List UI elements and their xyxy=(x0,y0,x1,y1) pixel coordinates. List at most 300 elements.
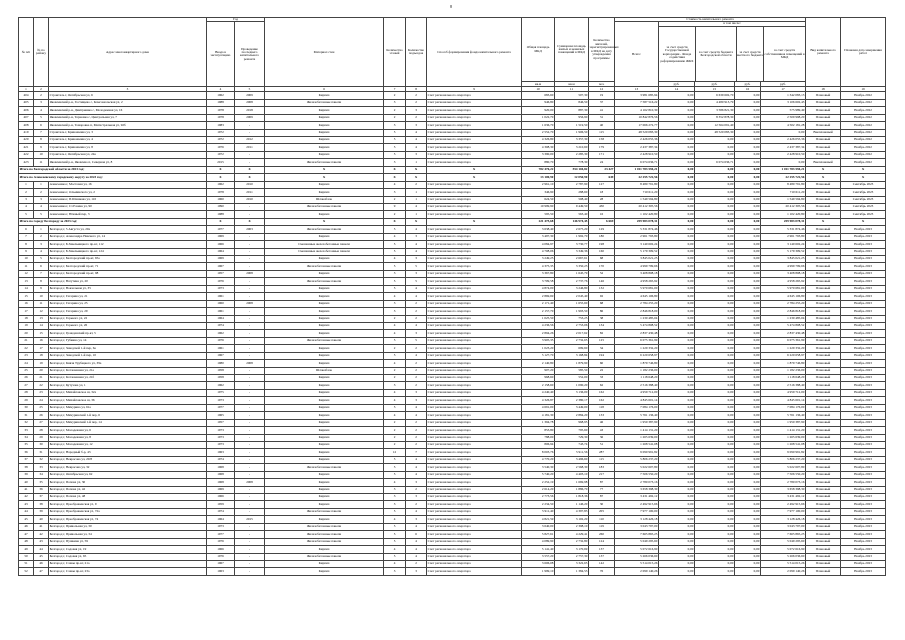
table-cell: 2 509 998,20 xyxy=(761,114,806,121)
table-cell: Ноябрь 2023 xyxy=(841,419,886,426)
table-cell: 0,00 xyxy=(659,211,695,218)
table-cell: Шлакоблок xyxy=(265,367,384,374)
subtotal-cell: 0,00 xyxy=(735,218,761,225)
table-row xyxy=(19,137,886,144)
table-cell: 1967 xyxy=(207,263,235,270)
table-cell: 2 961,10 xyxy=(522,181,555,188)
table-cell: 4 999 799,66 xyxy=(761,263,806,270)
table-cell: 420 xyxy=(19,137,34,144)
table-cell: 0,00 xyxy=(695,434,735,441)
table-cell: Счет регионального оператора xyxy=(427,337,522,344)
table-cell: 2 xyxy=(384,375,406,382)
table-cell: Кирпич xyxy=(265,389,384,396)
table-cell: 3 xyxy=(406,151,427,158)
table-cell: 0,00 xyxy=(695,181,735,188)
table-cell: - xyxy=(235,322,265,329)
table-cell: 0,00 xyxy=(735,203,761,210)
table-cell: 4 xyxy=(406,285,427,292)
table-cell: - xyxy=(235,263,265,270)
table-cell: 2015 xyxy=(235,516,265,523)
table-cell: 19 xyxy=(34,360,49,367)
table-cell: Кирпич xyxy=(265,189,384,196)
table-cell: 2 xyxy=(384,441,406,448)
table-cell: 51 xyxy=(589,441,615,448)
table-cell: 4 xyxy=(34,203,49,210)
table-cell: 1 268 541,08 xyxy=(615,441,659,448)
table-cell: Счет регионального оператора xyxy=(427,181,522,188)
table-cell: 2 xyxy=(406,114,427,121)
table-cell: 1961 xyxy=(207,308,235,315)
table-cell: Кирпич xyxy=(265,449,384,456)
table-cell: 125 xyxy=(589,337,615,344)
table-cell: 0,00 xyxy=(695,412,735,419)
subtotal-cell: 0,00 xyxy=(695,166,735,173)
table-cell: 0,00 xyxy=(659,479,695,486)
column-number: 14 xyxy=(659,87,695,92)
table-cell: 5 072 616,90 xyxy=(761,546,806,553)
table-cell: 0,00 xyxy=(659,322,695,329)
table-cell: 2 428 910,50 xyxy=(615,151,659,158)
table-cell: Ноябрь 2022 xyxy=(841,137,886,144)
table-cell: 2 675,20 xyxy=(555,226,589,233)
table-cell: 0,00 xyxy=(735,233,761,240)
table-row xyxy=(19,203,886,210)
table-cell: 12 564 091,40 xyxy=(695,122,735,129)
column-number: 10 xyxy=(522,87,555,92)
table-cell: Плановый xyxy=(806,107,841,114)
table-cell: 1973 xyxy=(207,434,235,441)
table-cell: 7 xyxy=(34,270,49,277)
table-cell: 563,40 xyxy=(555,211,589,218)
table-cell: 5 331 874,46 xyxy=(615,226,659,233)
table-cell: 2 894,26 xyxy=(522,330,555,337)
table-cell: - xyxy=(235,256,265,263)
table-cell: 2 426 055,36 xyxy=(761,137,806,144)
table-cell: Плановый xyxy=(806,99,841,106)
table-cell: 6 074 636,71 xyxy=(615,159,659,166)
table-cell: Счет регионального оператора xyxy=(427,211,522,218)
table-cell: Плановый xyxy=(806,300,841,307)
subtotal-cell: X xyxy=(384,174,406,181)
table-cell: 2009 xyxy=(235,114,265,121)
table-cell: 0,00 xyxy=(659,99,695,106)
subtotal-cell: 1 011 783 594,21 xyxy=(615,166,659,173)
table-cell: 26 xyxy=(34,412,49,419)
table-cell: 2 xyxy=(406,99,427,106)
table-cell: Счет регионального оператора xyxy=(427,107,522,114)
table-cell: 7 xyxy=(19,233,34,240)
table-cell: 4 xyxy=(406,248,427,255)
table-cell: Счет регионального оператора xyxy=(427,508,522,515)
table-cell: Яковлевский р-н, Гостищево с, Комсомольская ул, 2 xyxy=(49,99,207,106)
table-cell: Белгород г, Горького ул, 22 xyxy=(49,315,207,322)
table-cell: 4 xyxy=(384,412,406,419)
table-cell: 18 xyxy=(34,352,49,359)
table-cell: 1968 xyxy=(207,471,235,478)
table-cell: 16 xyxy=(19,300,34,307)
table-cell: Плановый xyxy=(806,137,841,144)
table-cell: 5 xyxy=(384,523,406,530)
table-cell: 1 102 420,80 xyxy=(615,211,659,218)
table-cell: 118 xyxy=(589,404,615,411)
table-row xyxy=(19,553,886,560)
table-cell: 2 017,62 xyxy=(555,330,589,337)
table-cell: 2018 xyxy=(235,107,265,114)
table-cell: 3 540,30 xyxy=(522,464,555,471)
table-row xyxy=(19,308,886,315)
table-cell: Счет регионального оператора xyxy=(427,330,522,337)
table-cell: Белгород г, Молодежная ул, 6 xyxy=(49,427,207,434)
table-cell: 0,00 xyxy=(695,308,735,315)
table-cell: 2 753,06 xyxy=(555,322,589,329)
table-cell: 4 xyxy=(19,203,34,210)
table-cell: 16 xyxy=(589,211,615,218)
table-cell: 2 516 388,40 xyxy=(615,382,659,389)
table-cell: Ноябрь 2023 xyxy=(841,412,886,419)
table-cell: Кирпич xyxy=(265,397,384,404)
table-cell: 2 773,56 xyxy=(522,494,555,501)
table-cell: 2 xyxy=(384,107,406,114)
table-cell: 4 xyxy=(406,404,427,411)
table-cell: 0,00 xyxy=(695,270,735,277)
header-year-repair: Проведение последнего капитального ремонта xyxy=(235,22,265,87)
subtotal-row xyxy=(19,218,886,225)
table-cell: Кирпич xyxy=(265,456,384,463)
table-cell: Счет регионального оператора xyxy=(427,494,522,501)
table-cell: Плановый xyxy=(806,494,841,501)
table-cell: Белгород г, Гагарина ул, 21 xyxy=(49,293,207,300)
table-cell: 43 xyxy=(589,427,615,434)
table-cell: 0,00 xyxy=(735,367,761,374)
table-cell: Счет регионального оператора xyxy=(427,531,522,538)
table-cell: Ноябрь 2022 xyxy=(841,99,886,106)
table-cell: Плановый xyxy=(806,330,841,337)
table-cell: 4 770,20 xyxy=(522,456,555,463)
table-cell: Счет регионального оператора xyxy=(427,241,522,248)
table-cell: 36 xyxy=(589,434,615,441)
table-cell: 2 784 255,20 xyxy=(615,300,659,307)
table-cell: Счет регионального оператора xyxy=(427,434,522,441)
table-cell: Ноябрь 2023 xyxy=(841,382,886,389)
table-cell: 3 xyxy=(406,122,427,129)
table-cell: 0,00 xyxy=(659,412,695,419)
table-cell: Ноябрь 2023 xyxy=(841,397,886,404)
column-number: 12 xyxy=(589,87,615,92)
table-cell: 0,00 xyxy=(659,137,695,144)
table-cell: 5 141,40 xyxy=(522,546,555,553)
table-cell: 2 xyxy=(34,92,49,99)
table-cell: Ноябрь 2023 xyxy=(841,404,886,411)
table-cell: 5 xyxy=(384,248,406,255)
table-cell: 3 xyxy=(384,300,406,307)
table-cell: 1963 xyxy=(207,568,235,575)
table-cell: 0,00 xyxy=(735,456,761,463)
table-cell: 3 xyxy=(406,256,427,263)
table-cell: 0,00 xyxy=(695,278,735,285)
table-cell: 0,00 xyxy=(735,211,761,218)
table-cell: 2 140,80 xyxy=(522,360,555,367)
table-row xyxy=(19,501,886,508)
table-cell: Счет регионального оператора xyxy=(427,270,522,277)
table-cell: 5 179 309,52 xyxy=(761,248,806,255)
table-cell: 132 xyxy=(589,285,615,292)
table-cell: 4 xyxy=(34,107,49,114)
table-cell: 3 408 808,18 xyxy=(761,270,806,277)
subtotal-cell: 221 475,68 xyxy=(522,218,555,225)
table-cell: 21 xyxy=(19,337,34,344)
table-cell: Белгород г, Октябрьская ул, 62 xyxy=(49,471,207,478)
table-row xyxy=(19,345,886,352)
table-cell: 1977 xyxy=(207,404,235,411)
table-cell: Счет регионального оператора xyxy=(427,516,522,523)
table-cell: 6 xyxy=(19,226,34,233)
table-cell: 13 xyxy=(34,315,49,322)
subtotal-label: Итого по городу Белгороду за 2023 год: xyxy=(19,218,207,225)
table-cell: 1978 xyxy=(207,107,235,114)
table-cell: 1 xyxy=(406,159,427,166)
table-cell: 0,00 xyxy=(735,404,761,411)
table-cell: 205 xyxy=(589,508,615,515)
table-cell: 0,00 xyxy=(735,114,761,121)
table-cell: 4 xyxy=(34,248,49,255)
header-fund-owners: за счет средств собственников помещений в МКД xyxy=(764,48,805,60)
table-row xyxy=(19,211,886,218)
table-cell: 624,50 xyxy=(522,196,555,203)
table-cell: Плановый xyxy=(806,248,841,255)
table-cell: 3 210,60 xyxy=(555,144,589,151)
table-cell: 87 xyxy=(589,494,615,501)
table-cell: 4 xyxy=(406,471,427,478)
table-cell: 1980 xyxy=(207,360,235,367)
table-cell: 21 xyxy=(34,375,49,382)
table-cell: 42 xyxy=(19,494,34,501)
subtotal-cell: 554 104,82 xyxy=(555,166,589,173)
table-cell: 0,00 xyxy=(695,464,735,471)
table-cell: Ноябрь 2023 xyxy=(841,248,886,255)
table-cell: 1966 xyxy=(207,241,235,248)
table-cell: Ноябрь 2023 xyxy=(841,538,886,545)
table-row xyxy=(19,382,886,389)
table-cell: 3 246,80 xyxy=(555,285,589,292)
table-cell: 4 xyxy=(406,464,427,471)
table-cell: 35 xyxy=(19,441,34,448)
table-cell: - xyxy=(235,241,265,248)
table-cell: 1 xyxy=(406,196,427,203)
table-cell: 48 xyxy=(19,538,34,545)
table-cell: 0,00 xyxy=(735,471,761,478)
table-cell: - xyxy=(235,382,265,389)
table-cell: 5 049 295,60 xyxy=(615,538,659,545)
column-number: 4 xyxy=(207,87,235,92)
table-cell: 1968 xyxy=(207,479,235,486)
table-row xyxy=(19,479,886,486)
table-cell: 4 xyxy=(406,553,427,560)
table-cell: Железобетонные панели xyxy=(265,531,384,538)
table-cell: Кирпич xyxy=(265,412,384,419)
table-cell: Счет регионального оператора xyxy=(427,233,522,240)
table-cell: 699,60 xyxy=(555,345,589,352)
table-cell: Белгород г, Кутузова ул, 1 xyxy=(49,382,207,389)
table-cell: Строитель г, Октябрьская ул, 24а xyxy=(49,151,207,158)
table-cell: 23 xyxy=(19,352,34,359)
table-cell: 1964 xyxy=(207,516,235,523)
table-cell: 4 xyxy=(384,360,406,367)
table-cell: Плановый xyxy=(806,308,841,315)
table-cell: 3 845 021,25 xyxy=(615,256,659,263)
subtotal-cell: X xyxy=(427,166,522,173)
table-cell: 4 708,06 xyxy=(522,248,555,255)
table-cell: 3 128 426,18 xyxy=(615,516,659,523)
table-cell: Ноябрь 2023 xyxy=(841,516,886,523)
table-cell: 9 xyxy=(34,285,49,292)
table-cell: 0,00 xyxy=(735,382,761,389)
subtotal-cell: 22 255 722,56 xyxy=(761,174,806,181)
table-cell: 48 520 083,30 xyxy=(695,129,735,136)
table-cell: 0,00 xyxy=(735,568,761,575)
table-cell: 1962 xyxy=(207,181,235,188)
subtotal-cell: X xyxy=(207,174,235,181)
table-cell: 4 xyxy=(406,523,427,530)
table-cell: 37 xyxy=(589,99,615,106)
table-cell: - xyxy=(235,538,265,545)
table-cell: 4 xyxy=(406,293,427,300)
subtotal-cell: X xyxy=(806,174,841,181)
table-cell: 5 911,56 xyxy=(555,449,589,456)
table-cell: 1 230 485,04 xyxy=(761,315,806,322)
table-cell: 0,00 xyxy=(735,546,761,553)
table-cell: 1988 xyxy=(207,99,235,106)
table-cell: 405 xyxy=(19,99,34,106)
table-cell: Белгород г, Молодежная ул, 8 xyxy=(49,434,207,441)
table-cell: Плановый xyxy=(806,464,841,471)
table-cell: 0,00 xyxy=(695,560,735,567)
table-cell: 5 xyxy=(406,337,427,344)
table-cell: 0,00 xyxy=(659,531,695,538)
table-cell: Ноябрь 2023 xyxy=(841,226,886,233)
table-cell: Плановый xyxy=(806,516,841,523)
table-cell: Плановый xyxy=(806,233,841,240)
table-cell: 10 999,90 xyxy=(522,203,555,210)
table-cell: 0,00 xyxy=(659,315,695,322)
table-cell: Кирпич xyxy=(265,494,384,501)
table-cell: 3 730,77 xyxy=(555,241,589,248)
table-cell: Ноябрь 2023 xyxy=(841,523,886,530)
table-cell: 3 106 602,43 xyxy=(761,99,806,106)
table-cell: 0,00 xyxy=(659,203,695,210)
subtotal-cell: 146 974,45 xyxy=(555,218,589,225)
table-cell: 0,00 xyxy=(735,538,761,545)
table-row xyxy=(19,546,886,553)
table-cell: 0,00 xyxy=(735,389,761,396)
table-cell: 28 xyxy=(34,427,49,434)
table-cell: 3 xyxy=(384,382,406,389)
table-cell: Сентябрь 2023 xyxy=(841,211,886,218)
table-cell: 1974 xyxy=(207,322,235,329)
table-cell: 0,00 xyxy=(735,501,761,508)
table-cell: 2 xyxy=(406,300,427,307)
table-cell: 0,00 xyxy=(659,151,695,158)
table-cell: 119 xyxy=(589,523,615,530)
table-cell: - xyxy=(235,553,265,560)
table-cell: 1 950 387,90 xyxy=(615,419,659,426)
table-cell: Яковлевский р-н, Дмитриевка с, Молодежная ул, 16 xyxy=(49,107,207,114)
table-cell: 1977 xyxy=(207,531,235,538)
table-cell: 5 xyxy=(384,404,406,411)
table-cell: Белгород г, Привольная ул, 30 xyxy=(49,523,207,530)
subtotal-cell: 259 983 078,31 xyxy=(615,218,659,225)
table-cell: 5 740,20 xyxy=(522,471,555,478)
table-cell: 5 331 874,46 xyxy=(761,226,806,233)
table-cell: 2 xyxy=(384,315,406,322)
table-cell: 3 140 602,24 xyxy=(761,241,806,248)
table-cell: 9 449,50 xyxy=(555,203,589,210)
table-cell: 1973 xyxy=(207,523,235,530)
table-cell: Белгород г, Горького ул, 26 xyxy=(49,322,207,329)
table-cell: 2 961 793,80 xyxy=(761,233,806,240)
table-row xyxy=(19,441,886,448)
table-cell: Ноябрь 2022 xyxy=(841,159,886,166)
table-cell: 3 xyxy=(406,270,427,277)
table-cell: 0,00 xyxy=(695,568,735,575)
table-cell: - xyxy=(235,560,265,567)
table-cell: Плановый xyxy=(806,560,841,567)
table-cell: 0,00 xyxy=(695,397,735,404)
table-cell: Ноябрь 2023 xyxy=(841,293,886,300)
table-cell: 2009 xyxy=(235,92,265,99)
table-cell: 9 xyxy=(384,203,406,210)
table-cell: 0,00 xyxy=(659,516,695,523)
table-cell: Плановый xyxy=(806,345,841,352)
table-cell: 2 780 073,16 xyxy=(615,479,659,486)
table-cell: 407 xyxy=(19,114,34,121)
table-cell: 2 xyxy=(406,382,427,389)
table-cell: 0,00 xyxy=(695,419,735,426)
table-cell: Ноябрь 2022 xyxy=(841,122,886,129)
table-cell: Плановый xyxy=(806,486,841,493)
table-cell: 0,00 xyxy=(659,553,695,560)
table-cell: 3 557,20 xyxy=(522,553,555,560)
table-cell: 34 xyxy=(589,345,615,352)
table-cell: 0,00 xyxy=(735,397,761,404)
table-cell: 287 xyxy=(589,449,615,456)
table-cell: 3 658 398,30 xyxy=(761,486,806,493)
table-row xyxy=(19,471,886,478)
table-cell: 3 043 797,00 xyxy=(761,523,806,530)
subtotal-cell: X xyxy=(841,218,886,225)
table-cell: Счет регионального оператора xyxy=(427,92,522,99)
table-cell: 5 474 808,52 xyxy=(615,322,659,329)
table-cell: 5 xyxy=(34,114,49,121)
table-cell: 887,30 xyxy=(555,107,589,114)
table-cell: - xyxy=(235,531,265,538)
table-cell: Кирпич xyxy=(265,427,384,434)
table-cell: 4 xyxy=(406,144,427,151)
table-cell: 0,00 xyxy=(735,412,761,419)
table-cell: Ноябрь 2023 xyxy=(841,345,886,352)
table-row xyxy=(19,449,886,456)
table-cell: 260 xyxy=(589,531,615,538)
table-cell: 1965 xyxy=(207,412,235,419)
column-number: 13 xyxy=(615,87,659,92)
table-cell: 0,00 xyxy=(735,449,761,456)
table-cell: 408 xyxy=(19,122,34,129)
table-cell: 585,50 xyxy=(555,367,589,374)
table-cell: 1974 xyxy=(207,456,235,463)
table-cell: 2 869,69 xyxy=(522,293,555,300)
table-cell: 3 905,35 xyxy=(522,337,555,344)
table-cell: 2 xyxy=(384,434,406,441)
table-cell: 4 xyxy=(384,233,406,240)
